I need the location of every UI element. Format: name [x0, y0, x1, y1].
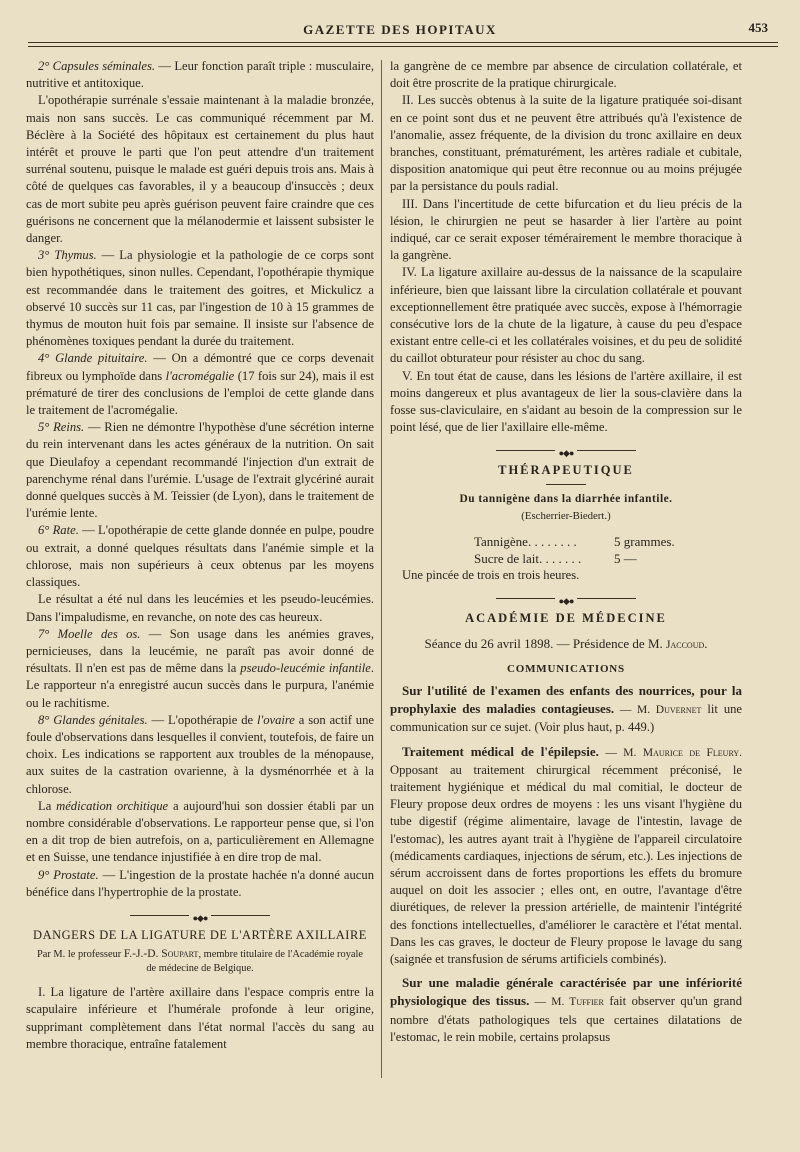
prescription-row	[474, 550, 684, 567]
paragraph-text: — L'opothérapie de cette glande donnée en pulpe, poudre ou extrait, a donné quelques résultats dans l'anémie simple et la chlorose, mais non supérieurs à ceux obtenus par les moyens classiques.	[26, 523, 374, 590]
article-title: Du tannigène dans la diarrhée infantile.	[459, 492, 673, 505]
item-label: 7° Moelle des os.	[38, 626, 141, 641]
paragraph	[26, 867, 374, 901]
left-column	[26, 58, 374, 1053]
journal-title: GAZETTE DES HOPITAUX	[303, 22, 497, 37]
paragraph: L'opothérapie surrénale s'essaie maintenant à la maladie bronzée, mais non sans succès. Le cas communiqué récemment par M. Béclère à la Société des hôpitaux est certainement du plus haut intérêt et prouve le parti que l'on peut attendre d'un traitement surrénal soutenu, puisque le malade est guéri depuis trois ans. Mais à côté de quelques cas favorables, il y a beaucoup d'insuccès ; deux cas de mort subite peu après guérison peuvent faire craindre que ces guérisons ne concernent que la mélanodermie et laissent subsister le danger.	[26, 93, 374, 246]
paragraph	[26, 247, 374, 350]
author-name: F.-J.-D. Soupart	[123, 948, 199, 961]
paragraph	[26, 522, 374, 591]
president-name: Jaccoud	[666, 639, 705, 652]
paragraph: V. En tout état de cause, dans les lésions de l'artère axillaire, il est moins dangereux et plus avantageux de lier la sous-clavière dans la fosse sus-claviculaire, en s'aidant au besoin de la compression sur le point lésé, que de lier l'axillaire elle-même.	[390, 368, 742, 435]
session-line: Séance du 26 avril 1898. — Présidence de M. Jaccoud.	[424, 636, 708, 652]
author-name: — M. Duvernet	[614, 704, 702, 717]
paragraph	[26, 58, 374, 92]
quantity: 5 —	[614, 551, 637, 567]
section-separator: ●◆●	[390, 592, 742, 604]
prescription	[474, 533, 684, 567]
paragraph-text: La	[38, 798, 57, 813]
paragraph: II. Les succès obtenus à la suite de la ligature pratiquée soi-disant en ce point sont dus et ne peuvent être attribués qu'à l'existence de l'anomalie, assez fréquente, de la division du tronc axillaire en deux branches, constituant, prématurément, les artères radiale et cubitale, disposition anatomique qui peut être reconnue ou au moins préjugée par la persistance du pouls radial.	[390, 93, 742, 194]
ingredient: Sucre de lait. . . . . . .	[474, 551, 582, 567]
session-date: 26 avril 1898	[480, 636, 551, 652]
prescription-note: Une pincée de trois en trois heures.	[402, 568, 580, 583]
header-rule	[28, 42, 778, 43]
byline-text: Par M. le professeur	[36, 949, 124, 961]
prescription-row	[474, 533, 684, 550]
paragraph-text: — L'opothérapie de	[147, 712, 257, 727]
paragraph	[390, 974, 742, 1046]
item-label: 9° Prostate.	[38, 867, 99, 882]
session-text: Séance du	[424, 636, 481, 652]
item-label: 5° Reins.	[38, 420, 85, 435]
section-separator: ●◆●	[390, 444, 742, 456]
article-byline	[34, 947, 366, 976]
paragraph	[26, 798, 374, 867]
right-column	[390, 58, 742, 1046]
article-author: (Escherrier-Biedert.)	[521, 509, 611, 522]
communication-title: Traitement médical de l'épilepsie.	[402, 743, 599, 759]
paragraph	[26, 626, 374, 712]
emphasis: l'ovaire	[257, 712, 295, 727]
author-name: — M. Maurice de Fleury.	[598, 746, 742, 759]
quantity: 5 grammes.	[614, 534, 675, 550]
paragraph-text: Opposant au traitement chirurgical récemment préconisé, le traitement hygiénique et médical du mal comitial, le docteur de Fleury propose deux ordres de moyens : les uns visant l'hygiène du tube digestif (régime alimentaire, lavage de l'intestin, lavage de l'estomac), les autres ayant trait à l'hygiène de l'appareil circulatoire (médicaments cardiaques, injections de sérum, etc.). Les injections de sérum accroissent dans de fortes proportions les effets du bromure auquel on doit les associer ; elles ont, en outre, l'avantage d'être diurétiques, de relever la pression artérielle, de maintenir l'intégrité des fonctions intellectuelles, d'améliorer le caractère et l'état mental. Dans les cas graves, le docteur de Fleury propose le lavage du sang (saignée et transfusion de sérums artificiels combinés).	[390, 762, 742, 966]
paragraph	[390, 682, 742, 737]
paragraph: la gangrène de ce membre par absence de circulation collatérale, et doit être proscrite de la pratique chirurgicale.	[390, 59, 742, 91]
paragraph-text: — L'ingestion de la prostate hachée n'a donné aucun bénéfice dans l'hypertrophie de la prostate.	[26, 867, 374, 899]
emphasis: pseudo-leucémie infantile	[240, 661, 371, 676]
paragraph-text: — Leur fonction paraît triple : musculaire, nutritive et antitoxique.	[26, 59, 374, 91]
section-title-therapeutique: THÉRAPEUTIQUE	[498, 463, 634, 478]
paragraph	[26, 419, 374, 522]
emphasis: l'acromégalie	[165, 368, 235, 383]
paragraph	[26, 712, 374, 798]
communications-heading: COMMUNICATIONS	[507, 662, 625, 675]
paragraph: Le résultat a été nul dans les leucémies et les pseudo-leucémies. Dans l'impaludisme, en revanche, on note des cas heureux.	[26, 592, 374, 624]
paragraph-text: — La physiologie et la pathologie de ce corps sont bien hypothétiques, sinon nulles. Cependant, l'opothérapie thymique est recommandée dans le traitement des goitres, et Mickulicz a observé 10 succès sur 11 cas, par l'ingestion de 10 à 15 grammes de thymus de mouton huit fois par semaine. Il insiste sur l'absence de phénomènes toxiques pendant la durée du traitement.	[26, 248, 374, 349]
paragraph-text: — Rien ne démontre l'hypothèse d'une sécrétion interne du rein intervenant dans les actes généraux de la nutrition. On sait que Dieulafoy a cependant recommandé l'injection d'un extrait de parenchyme rénal dans l'urémie. L'usage de l'extrait glycériné aurait donné quelques succès à M. Teissier (de Lyon), dans le traitement de l'urémie lente.	[26, 420, 375, 521]
paragraph: IV. La ligature axillaire au-dessus de la naissance de la scapulaire inférieure, bien que laissant libre la circulation collatérale et pouvant exceptionnellement être pratiquée avec succès, expose à l'hémorragie consécutive lors de la chute de la ligature, à cause du peu d'espace existant entre celle-ci et les collatérales voisines, et du peu de solidité du caillot obturateur pour résister au choc du sang.	[390, 265, 742, 366]
article-title: DANGERS DE LA LIGATURE DE L'ARTÈRE AXILLAIRE	[33, 927, 367, 942]
paragraph-text: a aujourd'hui son dossier établi par un nombre considérable d'observations. Le rapporteur pense que, si l'on en a dit trop de bien autrefois, on a, particulièrement en Allemagne et en Suisse, une tendance injustifiée à en dire trop de mal.	[26, 798, 375, 865]
paragraph-text: a son actif une foule d'observations dans lesquelles il convient, toutefois, de faire un choix. Les indications se rapportent aux troubles de la ménopause, aux suites de la castration ovarienne, à la dysménorrhée et à la chlorose.	[26, 712, 374, 796]
ingredient: Tannigène. . . . . . . .	[474, 534, 577, 550]
byline-text: , membre titulaire de l'Académie royale de médecine de Belgique.	[146, 949, 364, 975]
item-label: 4° Glande pituitaire.	[38, 351, 148, 366]
paragraph-text: . Le rapporteur n'a enregistré aucun succès dans le purpura, l'anémie ou le rachitisme.	[26, 661, 374, 710]
item-label: 2° Capsules séminales.	[38, 59, 156, 73]
title-underline	[546, 484, 586, 485]
paragraph-text: (17 fois sur 24), mais il est prématuré de tirer des conclusions de l'emploi de cette glande dans le traitement de l'acromégalie.	[26, 368, 374, 418]
item-label: 3° Thymus.	[38, 248, 97, 263]
communication-title: Sur une maladie générale caractérisée par une infériorité physiologique des tissus.	[390, 975, 742, 1009]
paragraph-text: lit une communication sur ce sujet. (Voir plus haut, p. 449.)	[390, 702, 743, 735]
paragraph	[390, 743, 742, 969]
session-text: . — Présidence de M.	[550, 636, 666, 652]
column-divider	[381, 60, 382, 1078]
paragraph	[26, 350, 374, 419]
paragraph: I. La ligature de l'artère axillaire dans l'espace compris entre la scapulaire inférieure et l'humérale profonde à leur origine, supprimant complètement dans l'état normal l'accès du sang au membre thoracique, entraîne fatalement	[26, 985, 374, 1051]
header-rule-thin	[28, 46, 778, 47]
emphasis: médication orchitique	[56, 798, 169, 813]
paragraph-text: — Son usage dans les anémies graves, pernicieuses, dans la leucémie, ne paraît pas avoir donné de résultats. Il n'en est pas de même dans la	[26, 626, 374, 676]
item-label: 8° Glandes génitales.	[38, 712, 148, 727]
communication-title: Sur l'utilité de l'examen des enfants des nourrices, pour la prophylaxie des maladies contagieuses.	[390, 682, 742, 717]
author-name: — M. Tuffier	[529, 996, 604, 1009]
paragraph-text: fait observer qu'un grand nombre d'états pathologiques tels que certaines dilatations de l'estomac, le rein mobile, certains prolapsus	[390, 994, 742, 1044]
item-label: 6° Rate.	[38, 523, 79, 538]
paragraph-text: — On a démontré que ce corps devenait fibreux ou lymphoïde dans	[26, 351, 374, 383]
section-title-academie: ACADÉMIE DE MÉDECINE	[465, 611, 667, 626]
page-number: 453	[748, 20, 768, 35]
section-separator: ●◆●	[26, 909, 374, 921]
paragraph: III. Dans l'incertitude de cette bifurcation et du lieu précis de la lésion, le chirurgien ne peut se hasarder à lier l'artère au point indiqué, car ce serait exposer témérairement le membre thoracique à la gangrène.	[390, 196, 742, 263]
